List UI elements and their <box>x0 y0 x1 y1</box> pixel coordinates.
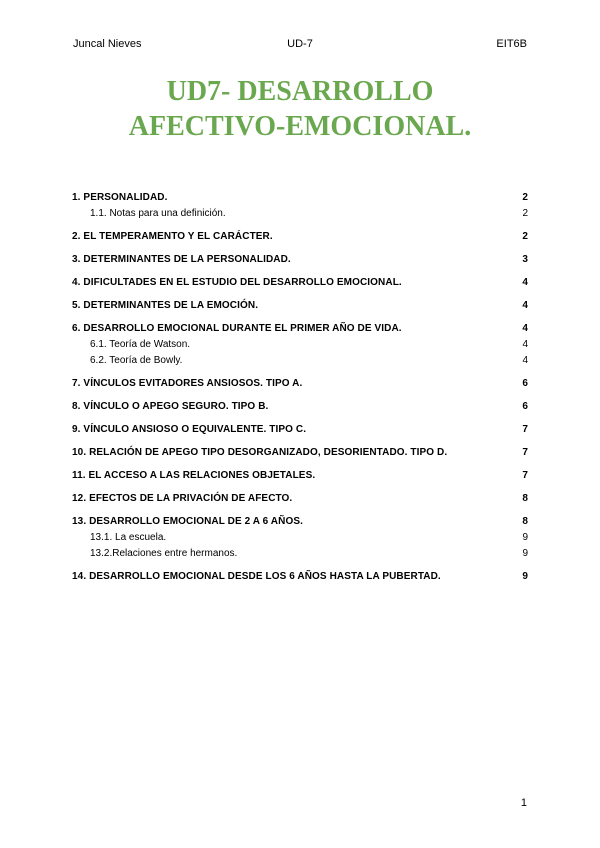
toc-entry-13[interactable] <box>72 514 528 530</box>
toc-page: 8 <box>522 516 528 527</box>
toc-page: 8 <box>522 493 528 504</box>
toc-page: 4 <box>522 323 528 334</box>
toc-label: 4. DIFICULTADES EN EL ESTUDIO DEL DESARROLLO EMOCIONAL. <box>72 277 402 288</box>
toc-page: 7 <box>522 424 528 435</box>
page-number: 1 <box>520 797 527 809</box>
toc-label: 1.1. Notas para una definición. <box>90 208 226 219</box>
toc-label: 6.1. Teoría de Watson. <box>90 339 191 350</box>
title-line-2: AFECTIVO-EMOCIONAL. <box>128 111 472 142</box>
toc-page: 6 <box>522 401 528 412</box>
toc-label: 11. EL ACCESO A LAS RELACIONES OBJETALES. <box>72 470 316 481</box>
toc-page: 9 <box>522 571 528 582</box>
toc-label: 1. PERSONALIDAD. <box>72 192 168 203</box>
toc-entry-13-1[interactable] <box>72 530 528 546</box>
toc-entry-7[interactable] <box>72 376 528 392</box>
toc-entry-2[interactable] <box>72 229 528 245</box>
toc-page: 4 <box>522 339 528 350</box>
toc-entry-4[interactable] <box>72 275 528 291</box>
toc-page: 6 <box>522 378 528 389</box>
toc-label: 9. VÍNCULO ANSIOSO O EQUIVALENTE. TIPO C. <box>72 424 307 435</box>
toc-label: 13. DESARROLLO EMOCIONAL DE 2 A 6 AÑOS. <box>72 516 303 527</box>
toc-page: 3 <box>522 254 528 265</box>
toc-entry-10[interactable] <box>72 445 528 461</box>
toc-entry-12[interactable] <box>72 491 528 507</box>
toc-entry-6[interactable] <box>72 321 528 337</box>
table-of-contents <box>72 190 528 585</box>
toc-label: 12. EFECTOS DE LA PRIVACIÓN DE AFECTO. <box>72 493 293 504</box>
toc-page: 7 <box>522 447 528 458</box>
header-author: Juncal Nieves <box>73 38 142 50</box>
toc-label: 6.2. Teoría de Bowly. <box>90 355 183 366</box>
toc-entry-14[interactable] <box>72 569 528 585</box>
toc-label: 2. EL TEMPERAMENTO Y EL CARÁCTER. <box>72 231 273 242</box>
toc-page: 2 <box>522 208 528 219</box>
toc-page: 9 <box>522 532 528 543</box>
toc-page: 2 <box>522 231 528 242</box>
toc-entry-11[interactable] <box>72 468 528 484</box>
toc-entry-9[interactable] <box>72 422 528 438</box>
toc-entry-6-2[interactable] <box>72 353 528 369</box>
toc-label: 8. VÍNCULO O APEGO SEGURO. TIPO B. <box>72 401 269 412</box>
toc-page: 7 <box>522 470 528 481</box>
toc-entry-1-1[interactable] <box>72 206 528 222</box>
toc-label: 10. RELACIÓN DE APEGO TIPO DESORGANIZADO, DESORIENTADO. TIPO D. <box>72 447 448 458</box>
header-group: EIT6B <box>496 38 527 50</box>
toc-entry-1[interactable] <box>72 190 528 206</box>
toc-label: 13.1. La escuela. <box>90 532 167 543</box>
toc-label: 5. DETERMINANTES DE LA EMOCIÓN. <box>72 300 259 311</box>
toc-page: 2 <box>522 192 528 203</box>
toc-entry-6-1[interactable] <box>72 337 528 353</box>
toc-label: 13.2.Relaciones entre hermanos. <box>90 548 238 559</box>
toc-page: 9 <box>522 548 528 559</box>
toc-entry-5[interactable] <box>72 298 528 314</box>
toc-entry-3[interactable] <box>72 252 528 268</box>
toc-label: 14. DESARROLLO EMOCIONAL DESDE LOS 6 AÑOS HASTA LA PUBERTAD. <box>72 571 441 582</box>
toc-label: 3. DETERMINANTES DE LA PERSONALIDAD. <box>72 254 291 265</box>
toc-entry-13-2[interactable] <box>72 546 528 562</box>
toc-entry-8[interactable] <box>72 399 528 415</box>
page-title <box>0 74 600 144</box>
toc-page: 4 <box>522 277 528 288</box>
title-line-1: UD7- DESARROLLO <box>166 76 434 107</box>
toc-label: 7. VÍNCULOS EVITADORES ANSIOSOS. TIPO A. <box>72 378 303 389</box>
toc-page: 4 <box>522 355 528 366</box>
header-unit: UD-7 <box>287 38 313 50</box>
toc-page: 4 <box>522 300 528 311</box>
toc-label: 6. DESARROLLO EMOCIONAL DURANTE EL PRIMER AÑO DE VIDA. <box>72 323 402 334</box>
